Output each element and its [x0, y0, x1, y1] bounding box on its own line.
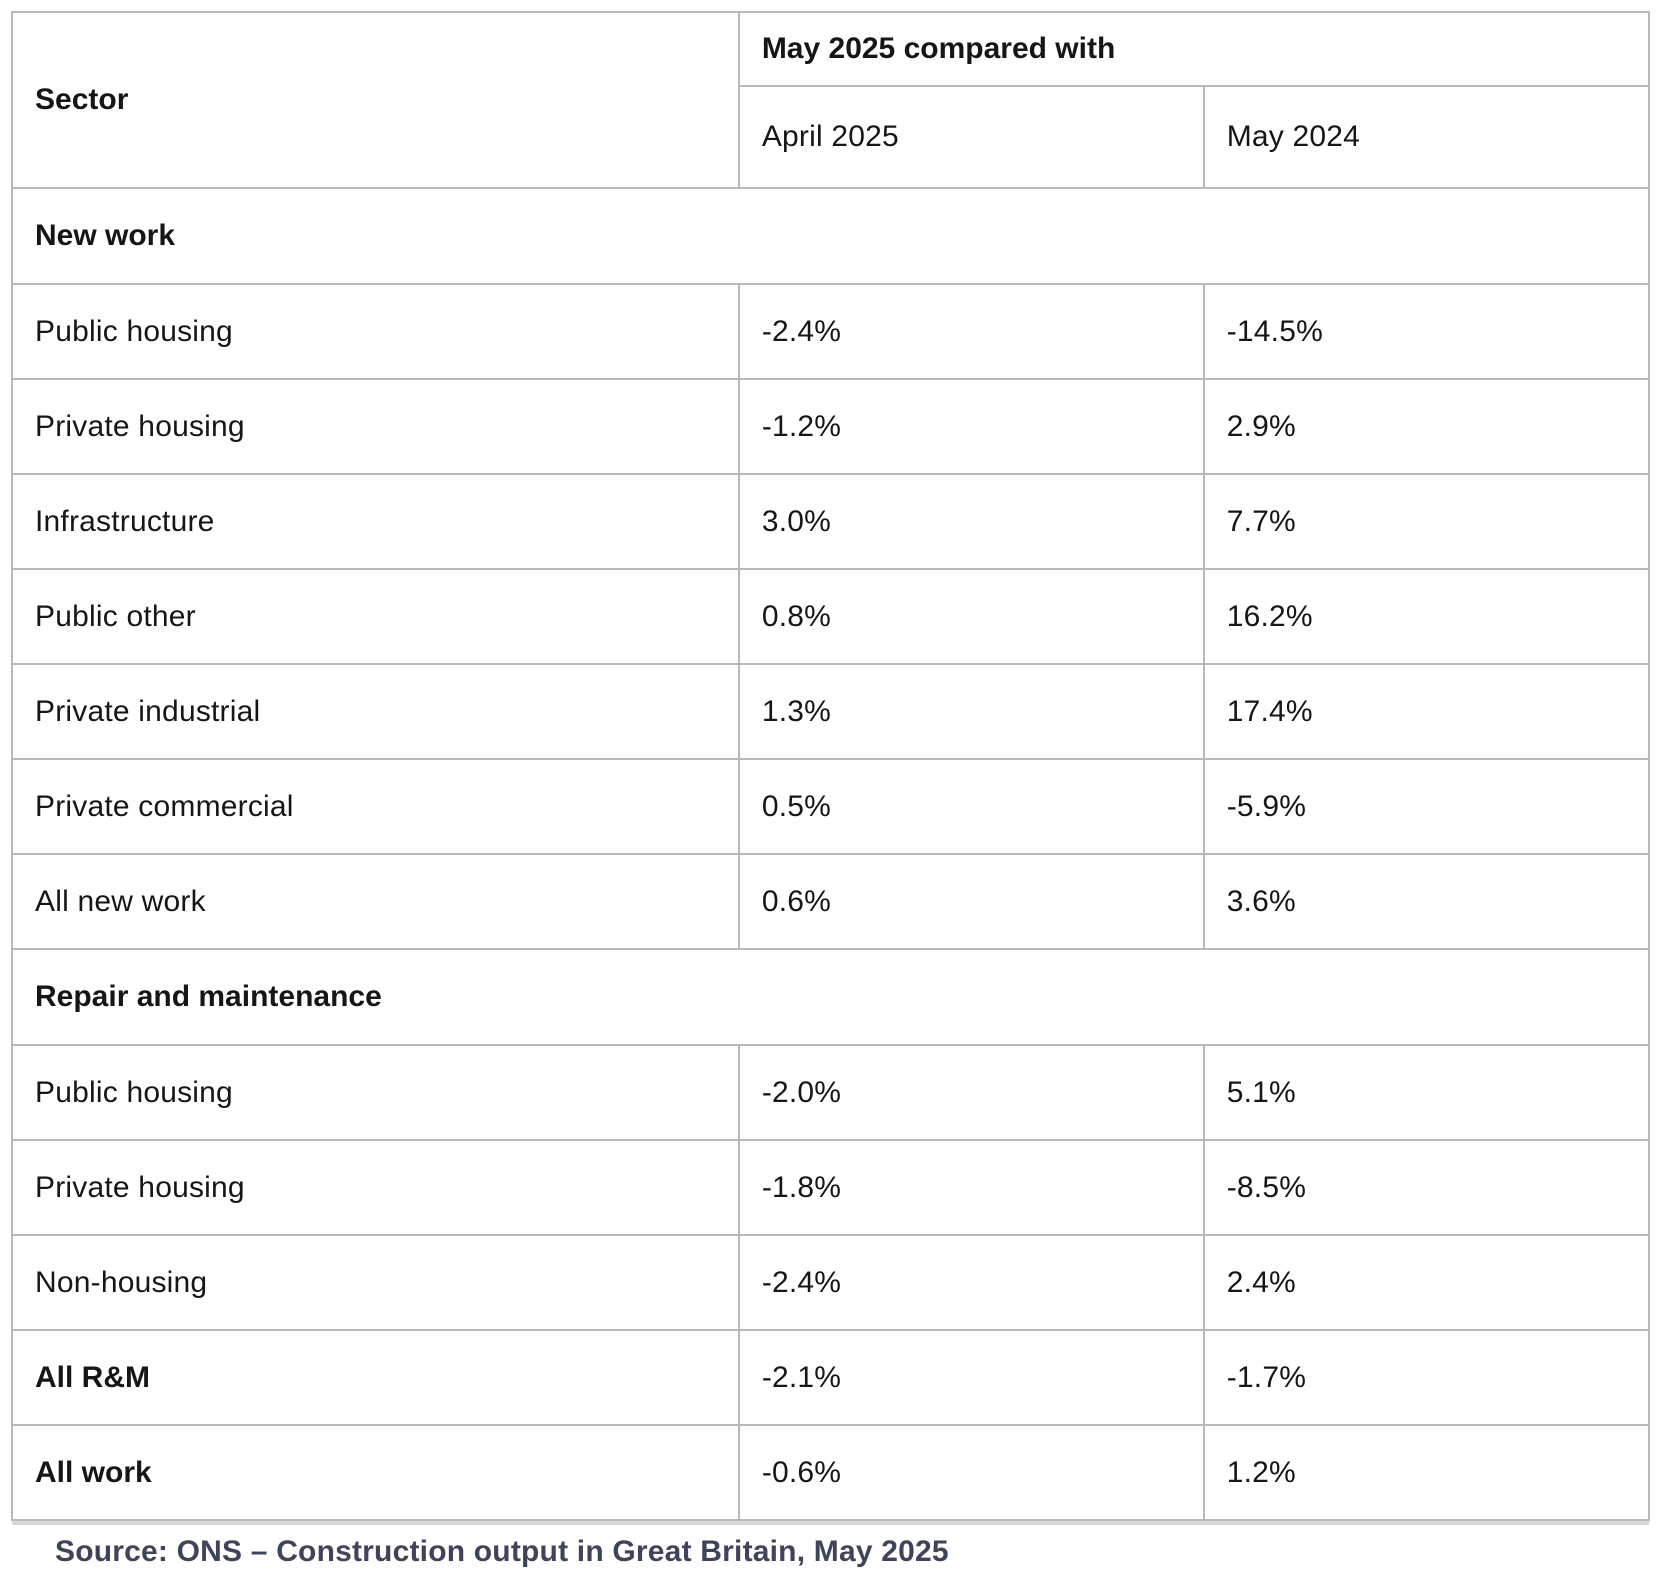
value-may-2024: 16.2% [1204, 569, 1649, 664]
value-april-2025: -2.4% [739, 1235, 1204, 1330]
row-label: Infrastructure [12, 474, 739, 569]
col-header-may-2024: May 2024 [1204, 86, 1649, 188]
row-label: Private industrial [12, 664, 739, 759]
table-row-private-commercial [12, 759, 1649, 854]
value-april-2025: -1.2% [739, 379, 1204, 474]
table-row-all-work [12, 1425, 1649, 1520]
table-row-all-rm [12, 1330, 1649, 1425]
value-april-2025: 3.0% [739, 474, 1204, 569]
value-april-2025: -2.4% [739, 284, 1204, 379]
header-row-top [12, 12, 1649, 86]
value-april-2025: 0.5% [739, 759, 1204, 854]
value-may-2024: 5.1% [1204, 1045, 1649, 1140]
table-row-public-housing-rm [12, 1045, 1649, 1140]
table-row-all-new-work [12, 854, 1649, 949]
table-row-private-housing-rm [12, 1140, 1649, 1235]
value-may-2024: 3.6% [1204, 854, 1649, 949]
table-row-infrastructure [12, 474, 1649, 569]
section-title: Repair and maintenance [12, 949, 1649, 1045]
row-label: Non-housing [12, 1235, 739, 1330]
value-may-2024: 2.9% [1204, 379, 1649, 474]
value-april-2025: -2.1% [739, 1330, 1204, 1425]
value-april-2025: -2.0% [739, 1045, 1204, 1140]
row-label: Private commercial [12, 759, 739, 854]
section-row-repair-maintenance [12, 949, 1649, 1045]
row-label: Public housing [12, 1045, 739, 1140]
row-label: All work [12, 1425, 739, 1520]
value-may-2024: -1.7% [1204, 1330, 1649, 1425]
row-label: All R&M [12, 1330, 739, 1425]
table-row-non-housing [12, 1235, 1649, 1330]
value-may-2024: -14.5% [1204, 284, 1649, 379]
col-header-compared-with: May 2025 compared with [739, 12, 1649, 86]
source-link[interactable]: Source: ONS – Construction output in Great Britain, May 2025 [55, 1535, 949, 1568]
construction-output-table [11, 11, 1650, 1521]
section-row-new-work [12, 188, 1649, 284]
row-label: All new work [12, 854, 739, 949]
value-may-2024: -8.5% [1204, 1140, 1649, 1235]
table-row-public-housing-new [12, 284, 1649, 379]
value-april-2025: -1.8% [739, 1140, 1204, 1235]
value-april-2025: 0.6% [739, 854, 1204, 949]
value-april-2025: 1.3% [739, 664, 1204, 759]
table-row-public-other [12, 569, 1649, 664]
row-label: Private housing [12, 379, 739, 474]
value-may-2024: 2.4% [1204, 1235, 1649, 1330]
row-label: Public housing [12, 284, 739, 379]
col-header-april-2025: April 2025 [739, 86, 1204, 188]
value-april-2025: -0.6% [739, 1425, 1204, 1520]
table-row-private-industrial [12, 664, 1649, 759]
col-header-sector: Sector [12, 12, 739, 188]
value-may-2024: 7.7% [1204, 474, 1649, 569]
value-april-2025: 0.8% [739, 569, 1204, 664]
value-may-2024: -5.9% [1204, 759, 1649, 854]
value-may-2024: 1.2% [1204, 1425, 1649, 1520]
row-label: Private housing [12, 1140, 739, 1235]
value-may-2024: 17.4% [1204, 664, 1649, 759]
row-label: Public other [12, 569, 739, 664]
section-title: New work [12, 188, 1649, 284]
table-row-private-housing-new [12, 379, 1649, 474]
